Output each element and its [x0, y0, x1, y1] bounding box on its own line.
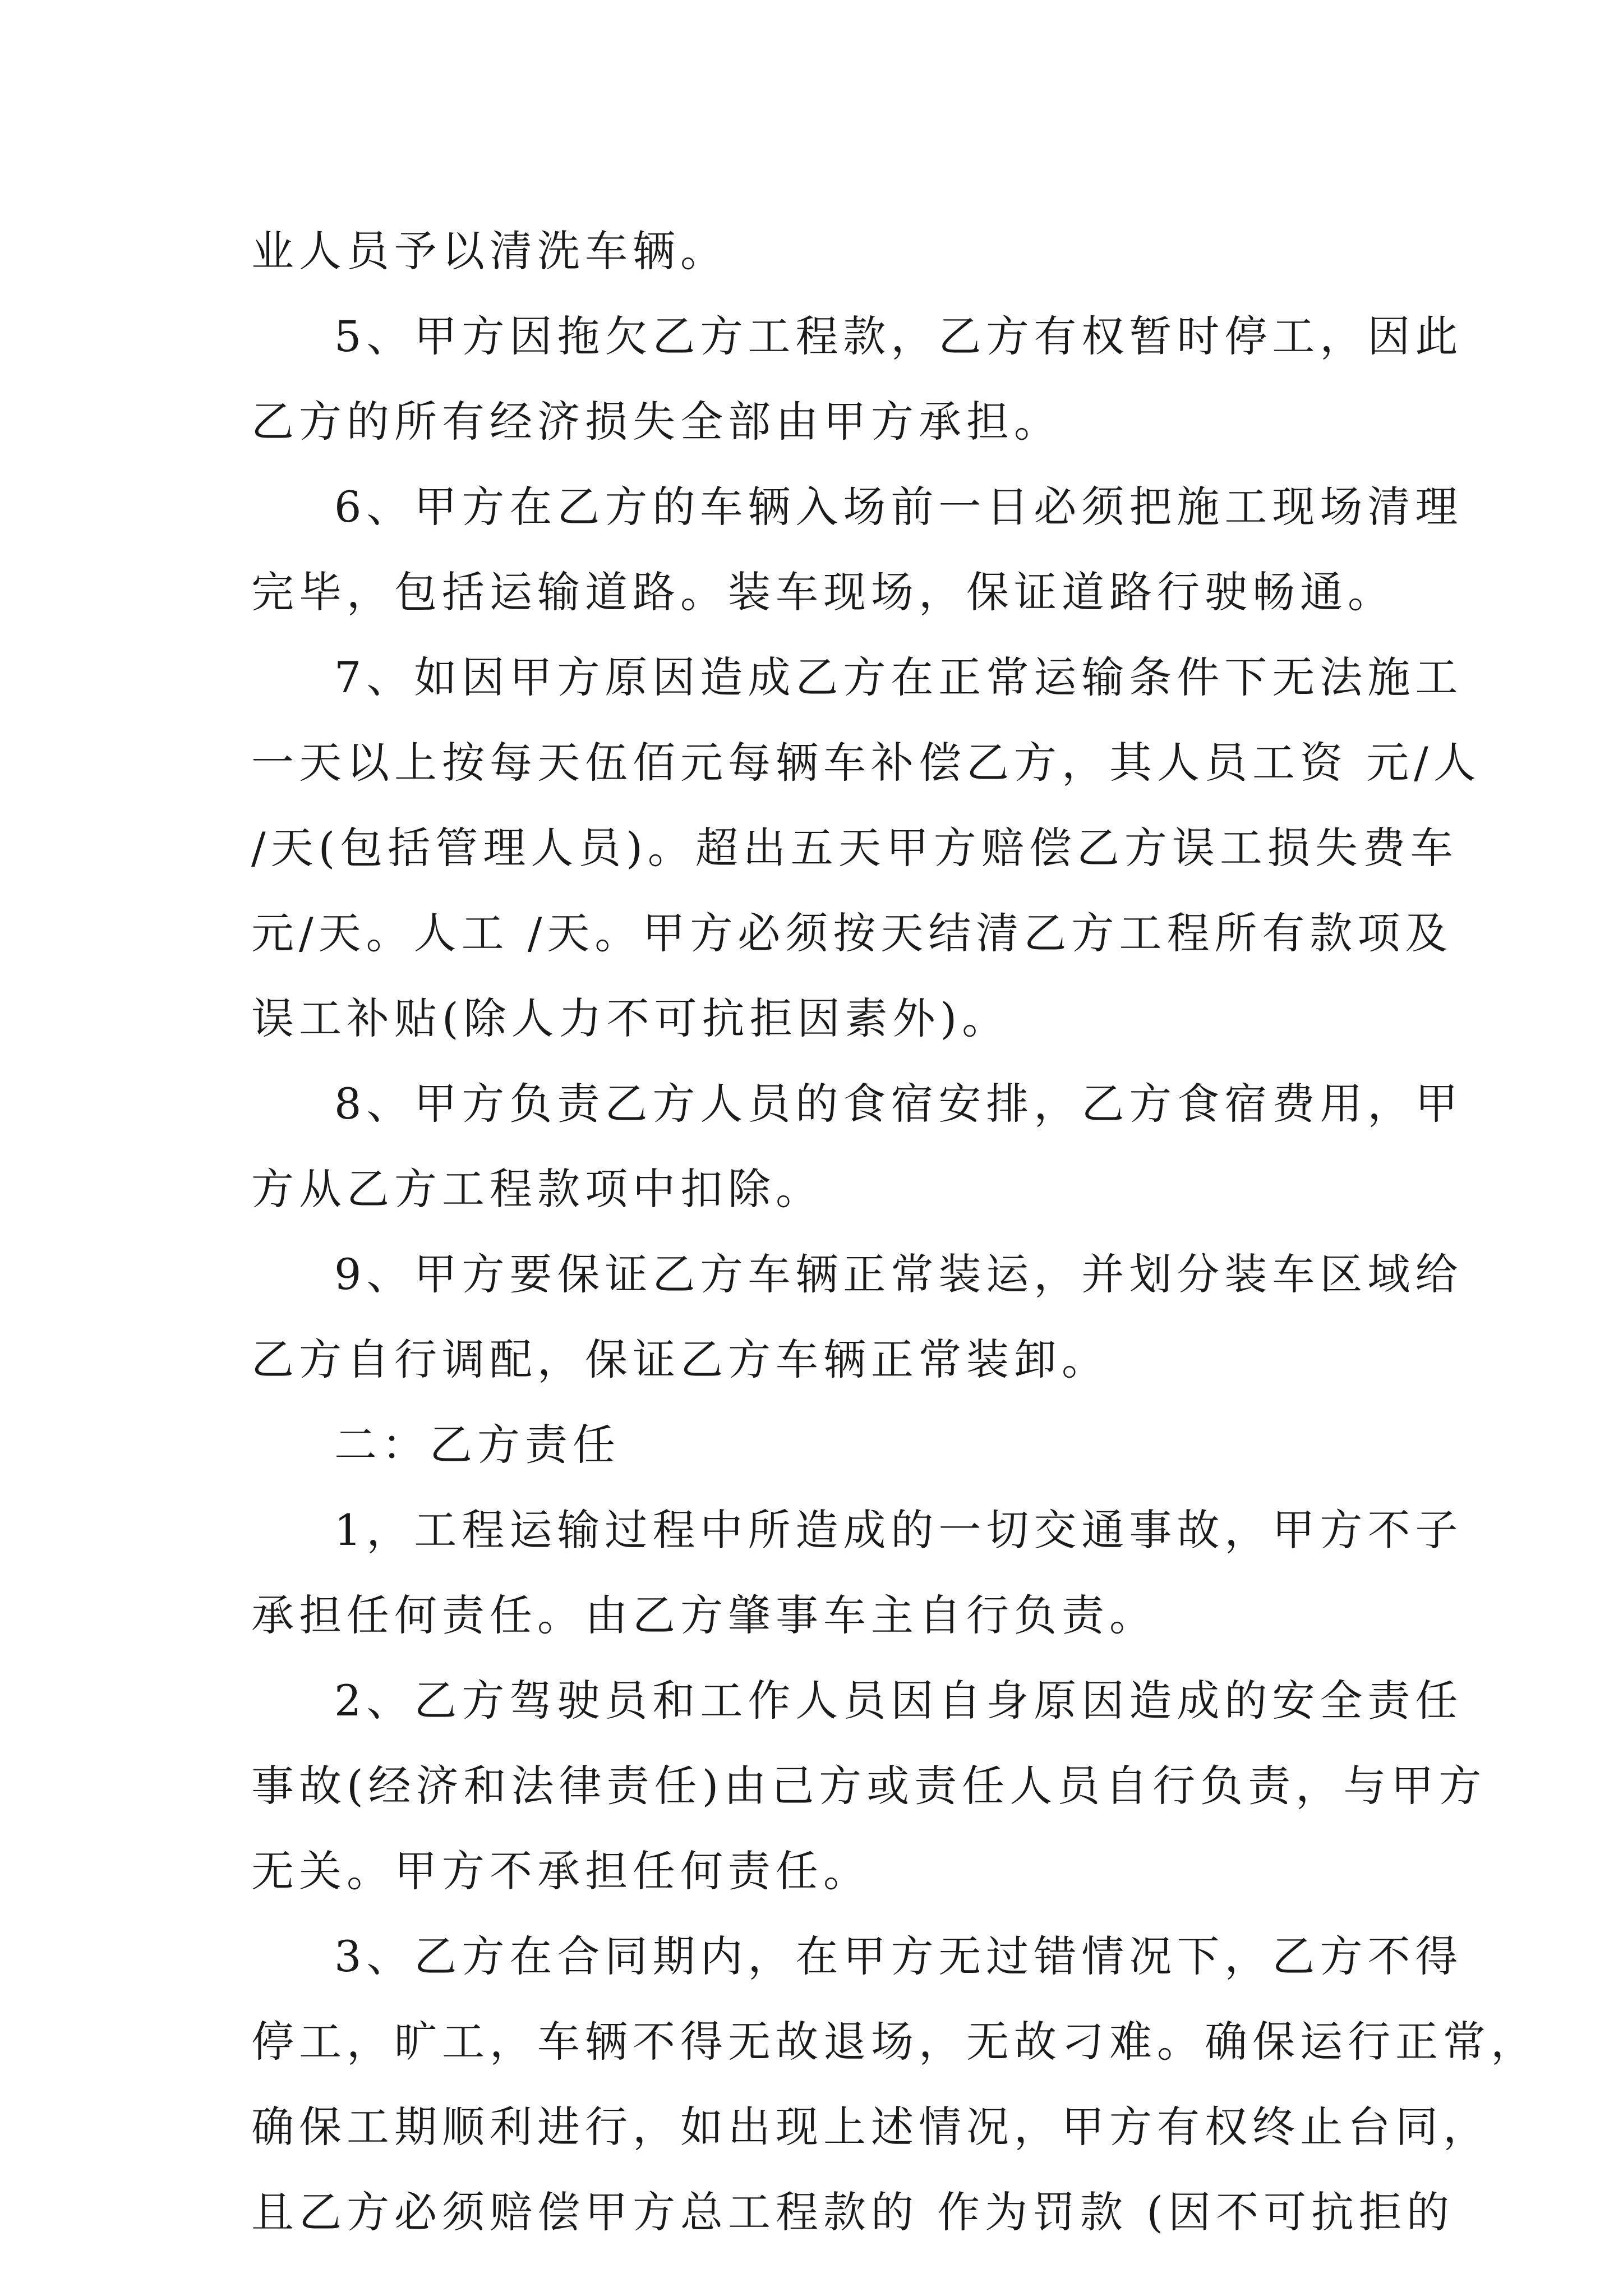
- paragraph-line: 3、乙方在合同期内，在甲方无过错情况下，乙方不得: [334, 1931, 1463, 1981]
- paragraph-line: 方从乙方工程款项中扣除。: [251, 1164, 823, 1214]
- paragraph-line: 确保工期顺利进行，如出现上述情况，甲方有权终止台同，: [251, 2102, 1491, 2152]
- paragraph-line: 且乙方必须赔偿甲方总工程款的 作为罚款 (因不可抗拒的: [251, 2187, 1454, 2237]
- paragraph-line: /天(包括管理人员)。超出五天甲方赔偿乙方误工损失费车: [251, 823, 1458, 873]
- section-heading: 二：乙方责任: [334, 1420, 620, 1470]
- paragraph-line: 承担任何责任。由乙方肇事车主自行负责。: [251, 1590, 1157, 1640]
- paragraph-line: 乙方的所有经济损失全部由甲方承担。: [251, 397, 1062, 447]
- paragraph-line: 8、甲方负责乙方人员的食宿安排，乙方食宿费用，甲: [334, 1079, 1463, 1129]
- paragraph-line: 无关。甲方不承担任何责任。: [251, 1846, 871, 1896]
- paragraph-line: 9、甲方要保证乙方车辆正常装运，并划分装车区域给: [334, 1249, 1463, 1299]
- paragraph-line: 完毕，包括运输道路。装车现场，保证道路行驶畅通。: [251, 567, 1395, 617]
- paragraph-line: 1，工程运输过程中所造成的一切交通事故，甲方不子: [334, 1505, 1463, 1555]
- paragraph-line: 元/天。人工 /天。甲方必须按天结清乙方工程所有款项及: [251, 908, 1453, 958]
- document-body: [251, 209, 1538, 2255]
- paragraph-line: 事故(经济和法律责任)由己方或责任人员自行负责，与甲方: [251, 1761, 1487, 1811]
- paragraph-line: 5、甲方因拖欠乙方工程款，乙方有权暂时停工，因此: [334, 311, 1463, 361]
- paragraph-line: 6、甲方在乙方的车辆入场前一日必须把施工现场清理: [334, 482, 1463, 532]
- paragraph-line: 乙方自行调配，保证乙方车辆正常装卸。: [251, 1335, 1109, 1384]
- paragraph-line: 误工补贴(除人力不可抗拒因素外)。: [251, 993, 1010, 1043]
- paragraph-line: 一天以上按每天伍佰元每辆车补偿乙方，其人员工资 元/人: [251, 738, 1481, 788]
- paragraph-line: 7、如因甲方原因造成乙方在正常运输条件下无法施工: [334, 652, 1463, 702]
- paragraph-line: 停工，旷工，车辆不得无故退场，无故刁难。确保运行正常，: [251, 2017, 1538, 2067]
- paragraph-line: 2、乙方驾驶员和工作人员因自身原因造成的安全责任: [334, 1676, 1463, 1726]
- paragraph-line: 业人员予以清洗车辆。: [251, 226, 728, 276]
